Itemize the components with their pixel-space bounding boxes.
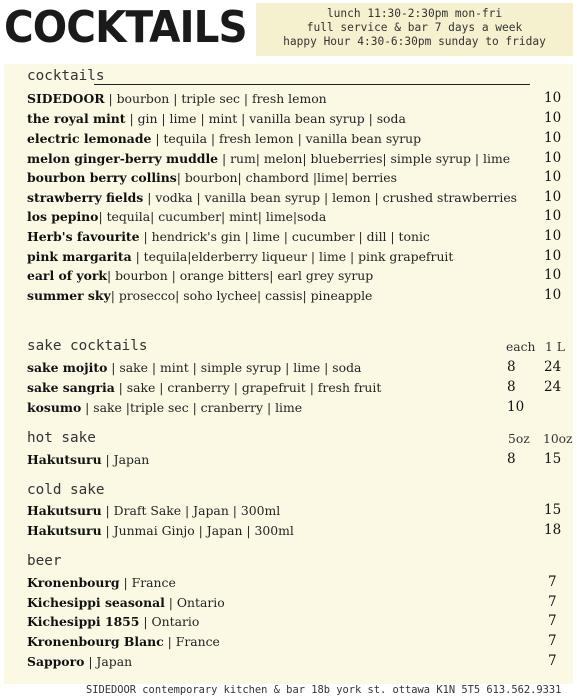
item-price: 24 bbox=[544, 359, 562, 375]
item-price: 8 bbox=[507, 379, 516, 395]
hours-box bbox=[256, 3, 573, 56]
item-desc: | Japan bbox=[84, 654, 133, 669]
item-name: the royal mint bbox=[27, 111, 126, 126]
item-price: 10 bbox=[507, 399, 525, 415]
item-name: los pepino bbox=[27, 209, 99, 224]
item-price: 10 bbox=[544, 267, 562, 283]
item-name: Hakutsuru bbox=[27, 503, 102, 518]
hours-line: lunch 11:30-2:30pm mon-fri bbox=[326, 7, 503, 20]
item-desc: | Ontario bbox=[139, 614, 200, 629]
menu-item bbox=[27, 190, 517, 205]
item-price: 7 bbox=[548, 574, 557, 590]
item-desc: | Japan bbox=[101, 452, 150, 467]
item-desc: | rum| melon| blueberries| simple syrup | lime bbox=[218, 151, 511, 166]
item-price: 7 bbox=[548, 633, 557, 649]
column-header-each: each bbox=[506, 340, 536, 354]
item-desc: | France bbox=[163, 634, 220, 649]
item-name: Hakutsuru bbox=[27, 523, 102, 538]
menu-item bbox=[27, 249, 453, 264]
item-name: electric lemonade bbox=[27, 131, 152, 146]
item-price: 10 bbox=[544, 110, 562, 126]
item-price: 7 bbox=[548, 594, 557, 610]
column-header-1l: 1 L bbox=[545, 340, 565, 354]
item-price: 24 bbox=[544, 379, 562, 395]
item-price: 8 bbox=[507, 359, 516, 375]
item-name: melon ginger-berry muddle bbox=[27, 151, 219, 166]
hours-line: full service & bar 7 days a week bbox=[306, 21, 523, 34]
item-desc: | vodka | vanilla bean syrup | lemon | crushed strawberries bbox=[143, 190, 518, 205]
item-name: strawberry fields bbox=[27, 190, 144, 205]
item-name: earl of york bbox=[27, 268, 107, 283]
item-price: 15 bbox=[544, 502, 562, 518]
section-heading-cocktails: cocktails bbox=[27, 68, 105, 84]
section-heading-cold-sake: cold sake bbox=[27, 482, 105, 498]
menu-item bbox=[27, 614, 199, 629]
item-price: 7 bbox=[548, 613, 557, 629]
menu-item bbox=[27, 452, 149, 467]
menu-item bbox=[27, 111, 406, 126]
menu-item bbox=[27, 151, 510, 166]
item-price: 10 bbox=[544, 189, 562, 205]
item-desc: | Ontario bbox=[164, 595, 225, 610]
item-desc: | bourbon | triple sec | fresh lemon bbox=[104, 91, 327, 106]
item-price: 10 bbox=[544, 130, 562, 146]
item-name: summer sky bbox=[27, 288, 111, 303]
hours-line: happy Hour 4:30-6:30pm sunday to friday bbox=[283, 35, 546, 48]
menu-item bbox=[27, 360, 361, 375]
menu-item bbox=[27, 595, 225, 610]
item-name: Kronenbourg Blanc bbox=[27, 634, 164, 649]
item-price: 7 bbox=[548, 653, 557, 669]
item-price: 18 bbox=[544, 522, 562, 538]
item-desc: | sake | mint | simple syrup | lime | soda bbox=[107, 360, 362, 375]
menu-item bbox=[27, 575, 176, 590]
item-price: 10 bbox=[544, 287, 562, 303]
item-name: sake mojito bbox=[27, 360, 108, 375]
item-price: 10 bbox=[544, 208, 562, 224]
item-desc: | sake |triple sec | cranberry | lime bbox=[81, 400, 303, 415]
item-desc: | prosecco| soho lychee| cassis| pineapple bbox=[110, 288, 373, 303]
section-heading-hot-sake: hot sake bbox=[27, 430, 96, 446]
item-name: Herb's favourite bbox=[27, 229, 140, 244]
item-name: kosumo bbox=[27, 400, 82, 415]
menu-item bbox=[27, 654, 132, 669]
item-desc: | bourbon| chambord |lime| berries bbox=[176, 170, 397, 185]
menu-item bbox=[27, 503, 280, 518]
section-heading-sake-cocktails: sake cocktails bbox=[27, 338, 148, 354]
item-price: 10 bbox=[544, 228, 562, 244]
menu-item bbox=[27, 400, 302, 415]
item-price: 10 bbox=[544, 90, 562, 106]
item-name: sake sangria bbox=[27, 380, 115, 395]
item-desc: | gin | lime | mint | vanilla bean syrup | soda bbox=[125, 111, 406, 126]
menu-item bbox=[27, 380, 381, 395]
section-heading-beer: beer bbox=[27, 553, 62, 569]
menu-item bbox=[27, 91, 327, 106]
menu-item bbox=[27, 288, 372, 303]
item-price: 10 bbox=[544, 150, 562, 166]
item-desc: | France bbox=[119, 575, 176, 590]
item-desc: | Junmai Ginjo | Japan | 300ml bbox=[101, 523, 294, 538]
item-name: bourbon berry collins bbox=[27, 170, 177, 185]
item-desc: | sake | cranberry | grapefruit | fresh fruit bbox=[114, 380, 382, 395]
menu-item bbox=[27, 170, 397, 185]
menu-title: COCKTAILS bbox=[4, 2, 247, 53]
footer-address: SIDEDOOR contemporary kitchen & bar 18b york st. ottawa K1N 5T5 613.562.9331 bbox=[86, 684, 562, 696]
item-price: 10 bbox=[544, 169, 562, 185]
item-desc: | tequila|elderberry liqueur | lime | pink grapefruit bbox=[131, 249, 454, 264]
menu-item bbox=[27, 268, 373, 283]
menu-item bbox=[27, 634, 220, 649]
item-price: 8 bbox=[507, 451, 516, 467]
item-name: Kichesippi seasonal bbox=[27, 595, 165, 610]
menu-item bbox=[27, 131, 421, 146]
item-name: Hakutsuru bbox=[27, 452, 102, 467]
menu-item bbox=[27, 209, 326, 224]
item-name: SIDEDOOR bbox=[27, 91, 105, 106]
item-desc: | tequila | fresh lemon | vanilla bean syrup bbox=[151, 131, 422, 146]
item-desc: | tequila| cucumber| mint| lime|soda bbox=[98, 209, 327, 224]
item-price: 10 bbox=[544, 248, 562, 264]
item-name: Kichesippi 1855 bbox=[27, 614, 140, 629]
item-desc: | hendrick's gin | lime | cucumber | dill | tonic bbox=[139, 229, 430, 244]
menu-item bbox=[27, 229, 430, 244]
column-header-5oz: 5oz bbox=[508, 432, 530, 446]
item-name: Sapporo bbox=[27, 654, 85, 669]
menu-item bbox=[27, 523, 294, 538]
column-header-10oz: 10oz bbox=[543, 432, 573, 446]
item-name: Kronenbourg bbox=[27, 575, 120, 590]
item-price: 15 bbox=[544, 451, 562, 467]
item-name: pink margarita bbox=[27, 249, 132, 264]
item-desc: | bourbon | orange bitters| earl grey syrup bbox=[106, 268, 374, 283]
heading-underline bbox=[94, 84, 530, 85]
item-desc: | Draft Sake | Japan | 300ml bbox=[101, 503, 281, 518]
